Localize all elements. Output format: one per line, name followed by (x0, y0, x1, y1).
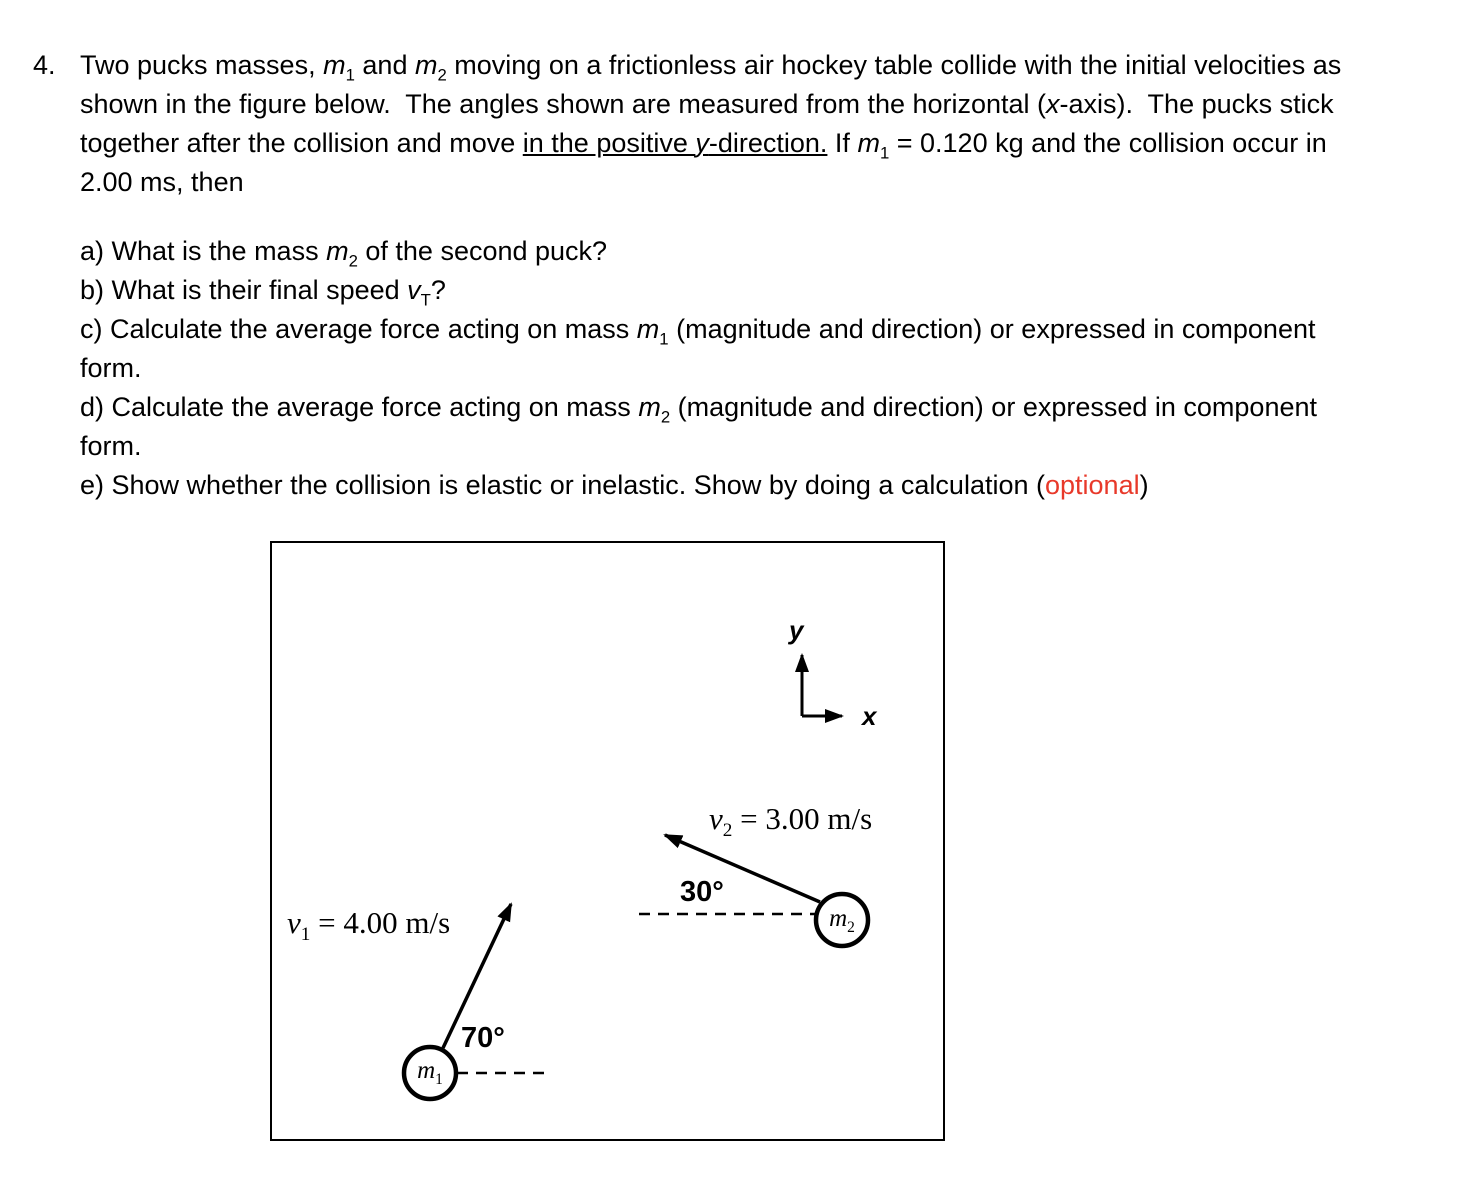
problem-number: 4. (33, 50, 56, 80)
m2-angle-label: 30° (680, 876, 724, 908)
v2-velocity-label: $v_2 = 3.00$ m/s (709, 801, 873, 842)
problem-intro: Two pucks masses, $m_1$ and $m_2$ moving on a frictionless air hockey table collide with the initial velocities as shown in the figure below. The angles shown are measured from the horizontal (x-axis). The pucks stick together after the collision and move in the positive y-direction. If $m_1 = 0.120$ kg and the collision occur in 2.00 ms, then (80, 50, 1349, 197)
x-axis-label: x (862, 701, 877, 731)
part-c: c) Calculate the average force acting on mass $m_1$ (magnitude and direction) or expressed in component form. (80, 314, 1323, 383)
problem-4 (33, 46, 1418, 1141)
m2-puck-label: $m_2$ (829, 905, 855, 936)
v1-velocity-label: $v_1 = 4.00$ m/s (287, 905, 451, 946)
diagram-canvas (272, 543, 947, 1143)
problem-parts (80, 232, 1380, 505)
m1-angle-label: 70° (461, 1022, 505, 1054)
part-e: e) Show whether the collision is elastic or inelastic. Show by doing a calculation (optional) (80, 470, 1149, 500)
part-a: a) What is the mass $m_2$ of the second puck? (80, 236, 608, 271)
part-b: b) What is their final speed $v_T$? (80, 275, 446, 310)
y-axis-label: y (789, 615, 804, 645)
part-d: d) Calculate the average force acting on mass $m_2$ (magnitude and direction) or expressed in component form. (80, 392, 1325, 461)
collision-diagram (270, 541, 945, 1141)
problem-body (80, 46, 1380, 1141)
m1-puck-label: $m_1$ (417, 1057, 443, 1088)
